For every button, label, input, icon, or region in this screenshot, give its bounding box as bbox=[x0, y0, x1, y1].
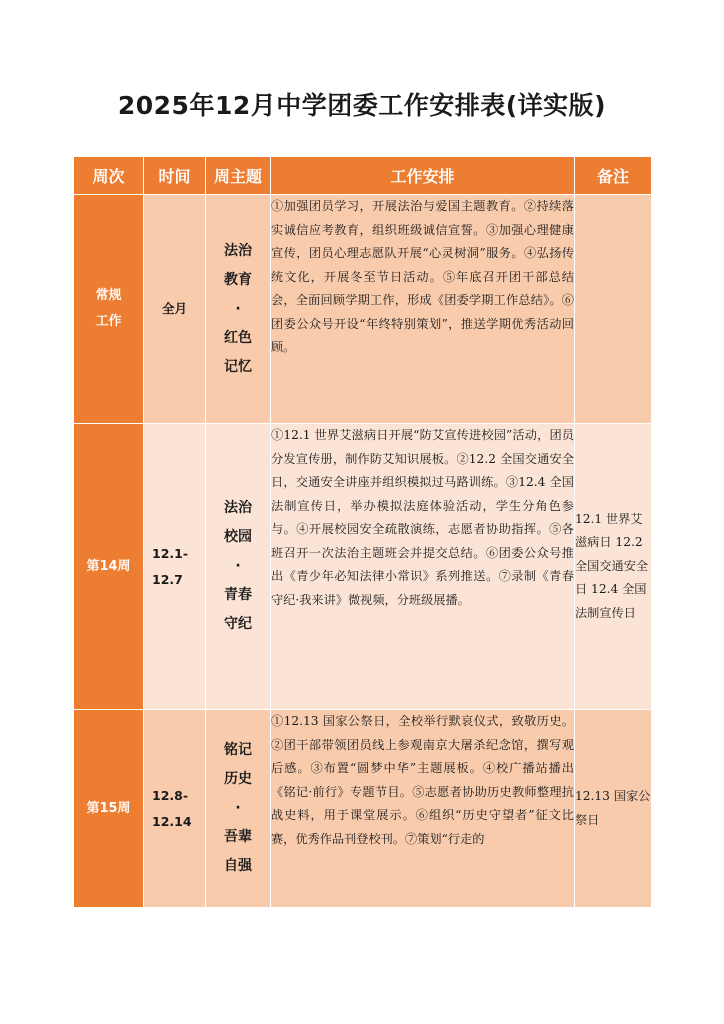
time-cell: 12.8- 12.14 bbox=[144, 710, 206, 908]
week-cell: 常规 工作 bbox=[74, 195, 144, 424]
table-row bbox=[74, 710, 652, 908]
time-cell: 12.1- 12.7 bbox=[144, 424, 206, 710]
header-note: 备注 bbox=[575, 157, 652, 195]
theme-cell: 法治 校园 · 青春 守纪 bbox=[206, 424, 271, 710]
table-row bbox=[74, 424, 652, 710]
header-week: 周次 bbox=[74, 157, 144, 195]
table-row bbox=[74, 195, 652, 424]
week-cell: 第15周 bbox=[74, 710, 144, 908]
arrangement-cell: ①12.13 国家公祭日，全校举行默哀仪式，致敬历史。②团干部带领团员线上参观南京大屠杀纪念馆，撰写观后感。③布置“圆梦中华”主题展板。④校广播站播出《铭记·前行》专题节目。⑤志愿者协助历史教师整理抗战史料，用于课堂展示。⑥组织“历史守望者”征文比赛，优秀作品刊登校刊。⑦策划“行走的 bbox=[271, 710, 575, 908]
header-arrangement: 工作安排 bbox=[271, 157, 575, 195]
note-cell: 12.1 世界艾滋病日 12.2 全国交通安全日 12.4 全国法制宣传日 bbox=[575, 424, 652, 710]
time-cell: 全月 bbox=[144, 195, 206, 424]
work-schedule-table bbox=[73, 156, 652, 908]
theme-cell: 法治 教育 · 红色 记忆 bbox=[206, 195, 271, 424]
arrangement-cell: ①加强团员学习，开展法治与爱国主题教育。②持续落实诚信应考教育，组织班级诚信宣誓。③加强心理健康宣传，团员心理志愿队开展“心灵树洞”服务。④弘扬传统文化，开展冬至节日活动。⑤年底召开团干部总结会，全面回顾学期工作，形成《团委学期工作总结》。⑥团委公众号开设“年终特别策划”，推送学期优秀活动回顾。 bbox=[271, 195, 575, 424]
page-title: 2025年12月中学团委工作安排表(详实版) bbox=[117, 91, 607, 120]
header-theme: 周主题 bbox=[206, 157, 271, 195]
arrangement-cell: ①12.1 世界艾滋病日开展“防艾宣传进校园”活动，团员分发宣传册，制作防艾知识展板。②12.2 全国交通安全日，交通安全讲座并组织模拟过马路训练。③12.4 全国法制宣传日，举办模拟法庭体验活动，学生分角色参与。④开展校园安全疏散演练，志愿者协助指挥。⑤各班召开一次法治主题班会并提交总结。⑥团委公众号推出《青少年必知法律小常识》系列推送。⑦录制《青春守纪·我来讲》微视频，分班级展播。 bbox=[271, 424, 575, 710]
header-time: 时间 bbox=[144, 157, 206, 195]
note-cell bbox=[575, 195, 652, 424]
week-cell: 第14周 bbox=[74, 424, 144, 710]
theme-cell: 铭记 历史 · 吾辈 自强 bbox=[206, 710, 271, 908]
table-header-row bbox=[74, 157, 652, 195]
note-cell: 12.13 国家公祭日 bbox=[575, 710, 652, 908]
